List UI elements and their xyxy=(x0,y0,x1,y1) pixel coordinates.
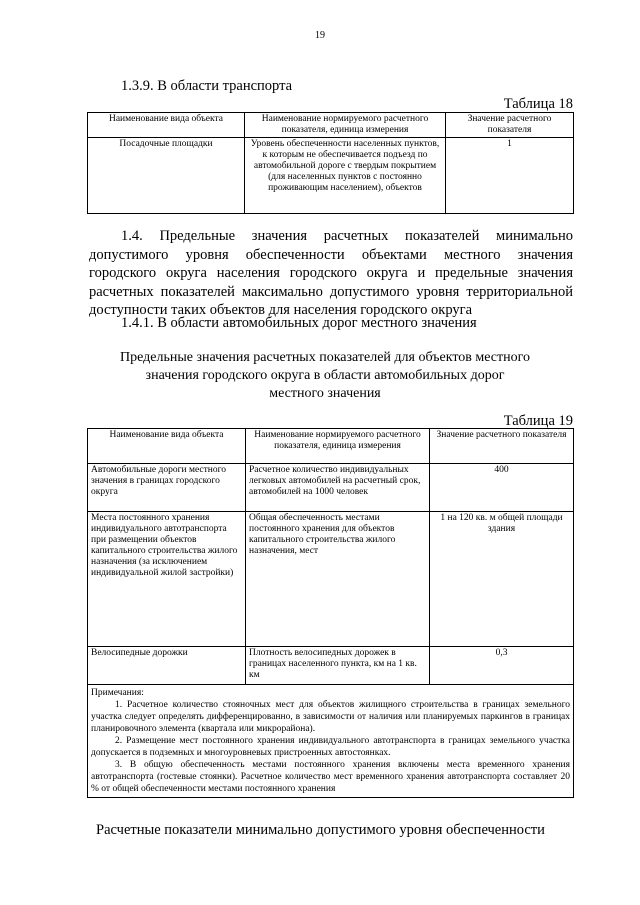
table-19 xyxy=(87,428,574,798)
section-heading-141: 1.4.1. В области автомобильных дорог местного значения xyxy=(121,315,477,331)
table-cell: 400 xyxy=(430,464,574,512)
table-row xyxy=(88,512,574,647)
title-line: местного значения xyxy=(269,386,381,401)
bottom-paragraph: Расчетные показатели минимально допустимого уровня обеспеченности xyxy=(96,822,545,838)
table-notes xyxy=(88,685,574,798)
paragraph-line: городского округа населения городского округа и предельные значения xyxy=(89,265,573,281)
table-cell: 1 на 120 кв. м общей площади здания xyxy=(430,512,574,647)
table-header-cell: Наименование нормируемого расчетного показателя, единица измерения xyxy=(245,113,446,138)
title-line: значения городского округа в области автомобильных дорог xyxy=(145,368,505,383)
table-cell: Автомобильные дороги местного значения в границах городского округа xyxy=(88,464,246,512)
note-item: 2. Размещение мест постоянного хранения индивидуального автотранспорта в границах земельного участка допускается в подземных и многоуровневых пристроенных автостоянках. xyxy=(91,736,570,758)
paragraph-line: расчетных показателей максимально допустимого уровня территориальной xyxy=(89,283,573,300)
table-19-caption: Таблица 19 xyxy=(503,413,573,429)
paragraph-line: допустимого уровня обеспеченности объектами местного значения xyxy=(89,246,573,263)
table-cell: Уровень обеспеченности населенных пунктов, к которым не обеспечивается подъезд по автомобильной дороге с твердым покрытием (для населенных пунктов с постоянно проживающим населением), объектов xyxy=(245,138,446,214)
paragraph-line: доступности таких объектов для населения городского округа xyxy=(89,302,473,318)
table-row xyxy=(88,647,574,685)
table-cell: 0,3 xyxy=(430,647,574,685)
table-cell: Расчетное количество индивидуальных легковых автомобилей на расчетный срок, автомобилей на 1000 человек xyxy=(246,464,430,512)
notes-title: Примечания: xyxy=(91,688,144,698)
table-cell: Места постоянного хранения индивидуального автотранспорта при размещении объектов капитального строительства жилого назначения (за исключением индивидуальной жилой застройки) xyxy=(88,512,246,647)
table-header-row xyxy=(88,113,574,138)
table-header-row xyxy=(88,429,574,464)
table-header-cell: Наименование вида объекта xyxy=(88,429,246,464)
table-notes-row xyxy=(88,685,574,798)
table-18 xyxy=(87,112,574,214)
section-heading-139: 1.3.9. В области транспорта xyxy=(121,78,293,94)
paragraph-line: 1.4. Предельные значения расчетных показателей минимально xyxy=(121,228,573,244)
table-cell: Общая обеспеченность местами постоянного хранения для объектов капитального строительства жилого назначения, мест xyxy=(246,512,430,647)
table-cell: Велосипедные дорожки xyxy=(88,647,246,685)
section-14-paragraph xyxy=(89,227,573,320)
table-cell: Плотность велосипедных дорожек в границах населенного пункта, км на 1 кв. км xyxy=(246,647,430,685)
table-cell: 1 xyxy=(446,138,574,214)
table-19-title xyxy=(60,349,590,403)
table-header-cell: Наименование нормируемого расчетного показателя, единица измерения xyxy=(246,429,430,464)
table-header-cell: Наименование вида объекта xyxy=(88,113,245,138)
table-header-cell: Значение расчетного показателя xyxy=(446,113,574,138)
title-line: Предельные значения расчетных показателей для объектов местного xyxy=(119,350,530,365)
table-header-cell: Значение расчетного показателя xyxy=(430,429,574,464)
note-item: 3. В общую обеспеченность местами постоянного хранения включены места временного хранения автотранспорта (гостевые стоянки). Расчетное количество мест временного хранения автотранспорта составляет 20 % от общей обеспеченности местами постоянного хранения xyxy=(91,760,570,794)
page-number: 19 xyxy=(315,30,325,41)
table-18-caption: Таблица 18 xyxy=(503,96,573,112)
table-cell: Посадочные площадки xyxy=(88,138,245,214)
note-item: 1. Расчетное количество стояночных мест для объектов жилищного строительства в границах земельного участка следует определять дифференцированно, в зависимости от наличия или планируемых паркингов в границах планировочного элемента (квартала или микрорайона). xyxy=(91,700,570,734)
table-row xyxy=(88,464,574,512)
table-row xyxy=(88,138,574,214)
